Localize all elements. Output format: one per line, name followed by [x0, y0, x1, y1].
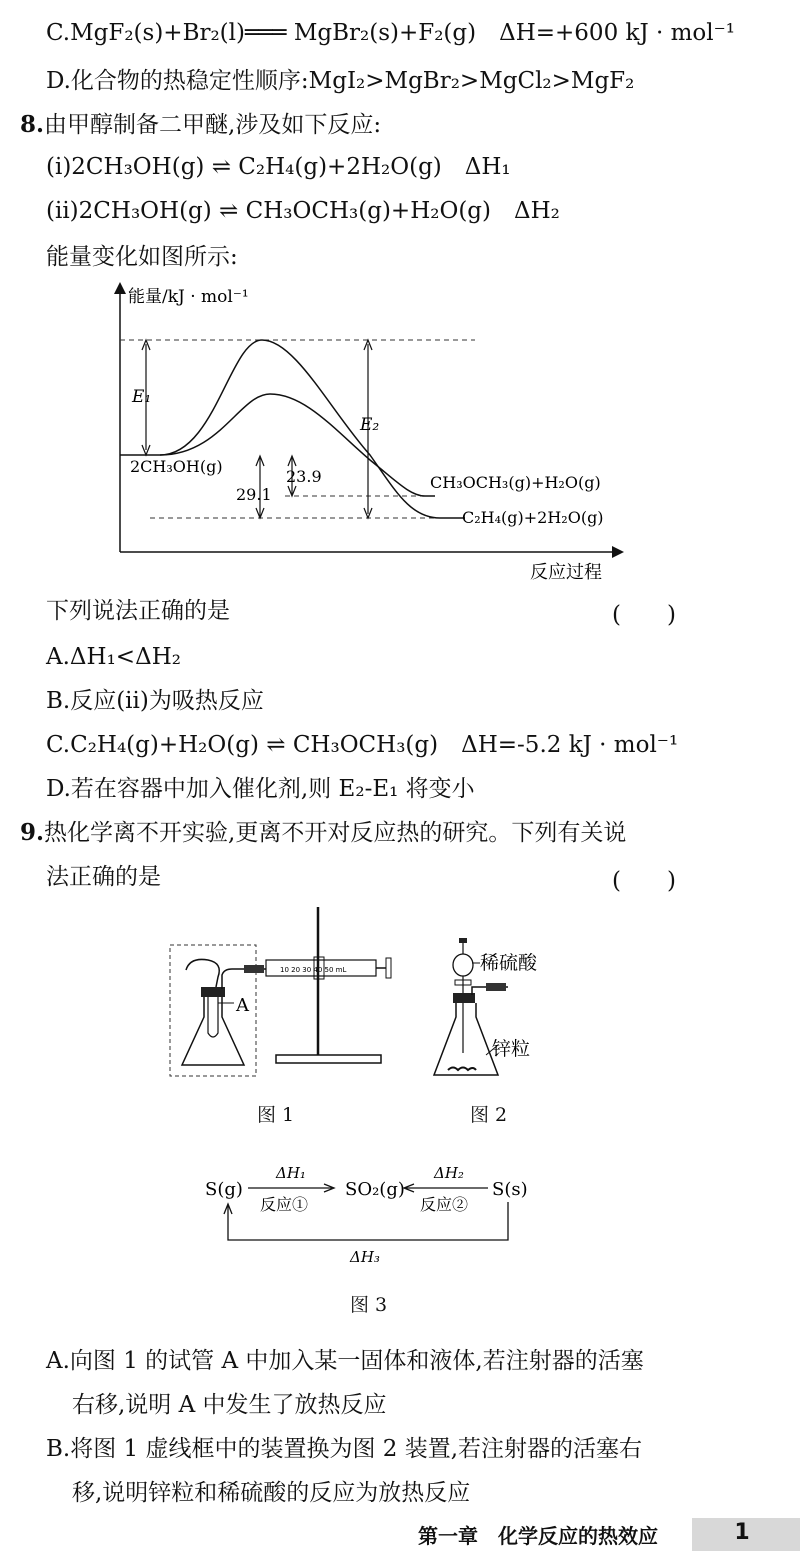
value-large-label: 29.1	[236, 485, 272, 504]
energy-diagram	[110, 280, 630, 585]
syringe-scale: 10 20 30 40 50 mL	[280, 966, 347, 974]
fig3-left-species: S(g)	[205, 1179, 243, 1200]
acid-label: 稀硫酸	[480, 952, 538, 974]
q9-option-b-line1: B.将图 1 虚线框中的装置换为图 2 装置,若注射器的活塞右	[46, 1436, 643, 1462]
q9-option-a-line1: A.向图 1 的试管 A 中加入某一固体和液体,若注射器的活塞	[46, 1348, 644, 1374]
curve-reaction-i	[160, 340, 465, 518]
q7-option-d: D.化合物的热稳定性顺序:MgI₂>MgBr₂>MgCl₂>MgF₂	[46, 68, 635, 94]
fig3-reaction-2: 反应②	[420, 1195, 469, 1214]
flask	[182, 995, 244, 1065]
q8-reaction-ii: (ⅱ)2CH₃OH(g) ⇌ CH₃OCH₃(g)+H₂O(g) ΔH₂	[46, 198, 560, 224]
e2-label: E₂	[360, 415, 380, 435]
q9-answer-bracket: ( )	[612, 868, 676, 894]
q8-option-c: C.C₂H₄(g)+H₂O(g) ⇌ CH₃OCH₃(g) ΔH=-5.2 kJ · mol⁻¹	[46, 732, 679, 758]
fig3-middle-species: SO₂(g)	[345, 1179, 405, 1200]
product-i-label: C₂H₄(g)+2H₂O(g)	[462, 508, 604, 527]
fig3-right-species: S(s)	[492, 1179, 528, 1200]
figure-3-hess-cycle	[200, 1150, 540, 1270]
q8-answer-bracket: ( )	[612, 602, 676, 628]
zinc-label: 锌粒	[492, 1038, 531, 1060]
page-footer	[0, 1518, 800, 1551]
q7-option-c: C.MgF₂(s)+Br₂(l)═══ MgBr₂(s)+F₂(g) ΔH=+600 kJ · mol⁻¹	[46, 20, 735, 46]
reactant-label: 2CH₃OH(g)	[130, 457, 223, 476]
tube-a-label: A	[236, 995, 249, 1016]
fig3-reaction-1: 反应①	[260, 1195, 309, 1214]
q8-reaction-i: (ⅰ)2CH₃OH(g) ⇌ C₂H₄(g)+2H₂O(g) ΔH₁	[46, 154, 511, 180]
q9-stem-text: 热化学离不开实验,更离不开对反应热的研究。下列有关说	[44, 820, 627, 846]
test-tube-a	[208, 997, 218, 1037]
page-number: 1	[734, 1520, 750, 1545]
chapter-title: 第一章 化学反应的热效应	[418, 1524, 658, 1548]
page-number-box	[692, 1518, 800, 1551]
x-axis-label: 反应过程	[530, 562, 602, 583]
e1-label: E₁	[132, 387, 152, 407]
q9-stem-line1	[20, 818, 626, 848]
q8-energy-intro: 能量变化如图所示:	[46, 244, 238, 270]
figure-1-caption: 图 1	[257, 1104, 295, 1126]
figure-3-caption: 图 3	[350, 1294, 388, 1316]
q9-option-b-line2: 移,说明锌粒和稀硫酸的反应为放热反应	[72, 1480, 471, 1506]
fig3-dh2: ΔH₂	[434, 1164, 464, 1182]
q8-stem: 由甲醇制备二甲醚,涉及如下反应:	[44, 112, 382, 138]
flask-2	[434, 1003, 498, 1075]
value-small-label: 23.9	[286, 467, 322, 486]
q8-option-d: D.若在容器中加入催化剂,则 E₂-E₁ 将变小	[46, 776, 475, 802]
figure-2-apparatus	[428, 935, 578, 1085]
q8-stem-line	[20, 110, 381, 140]
zinc-granules	[448, 1068, 476, 1071]
product-ii-label: CH₃OCH₃(g)+H₂O(g)	[430, 473, 601, 492]
q8-number: 8.	[20, 111, 45, 138]
q8-option-a: A.ΔH₁<ΔH₂	[46, 644, 181, 670]
fig3-dh1: ΔH₁	[276, 1164, 306, 1182]
q9-stem-line2: 法正确的是	[46, 864, 161, 890]
y-axis-label: 能量/kJ · mol⁻¹	[128, 287, 249, 307]
q8-question: 下列说法正确的是	[46, 598, 230, 624]
q9-option-a-line2: 右移,说明 A 中发生了放热反应	[72, 1392, 387, 1418]
figure-1-apparatus	[168, 905, 398, 1080]
fig3-dh3: ΔH₃	[350, 1248, 380, 1266]
q8-option-b: B.反应(ⅱ)为吸热反应	[46, 688, 264, 714]
figure-2-caption: 图 2	[470, 1104, 508, 1126]
stand-base	[276, 1055, 381, 1063]
q9-number: 9.	[20, 819, 45, 846]
